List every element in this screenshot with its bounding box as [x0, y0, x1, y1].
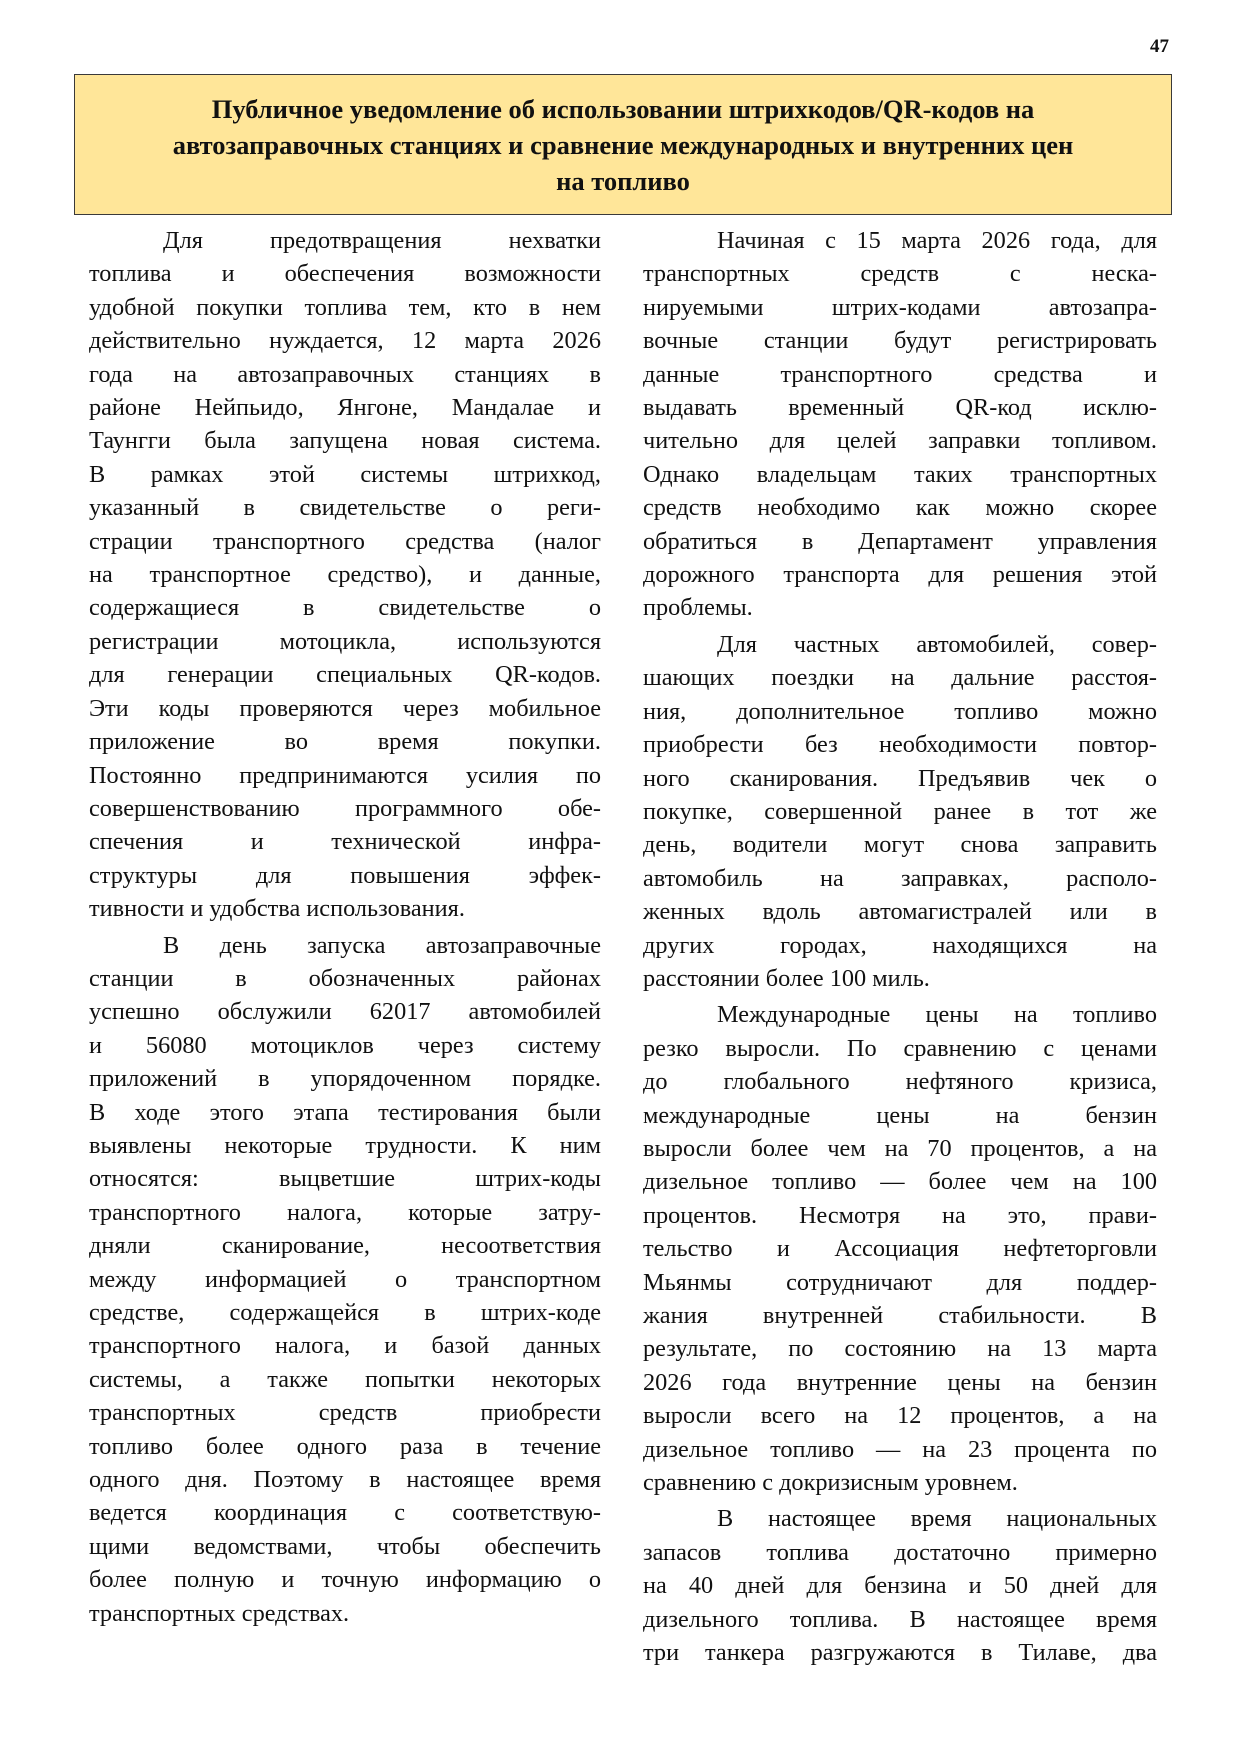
text-line: структуры для повышения эффек- [89, 861, 601, 889]
text-line: для генерации специальных QR-кодов. [89, 661, 601, 689]
text-line: транспортного налога, и базой данных [89, 1332, 601, 1360]
text-line: В рамках этой системы штрихкод, [89, 460, 601, 488]
text-line: ведется координация с соответствую- [89, 1499, 601, 1527]
text-line: указанный в свидетельстве о реги- [89, 494, 601, 522]
text-line: приложений в упорядоченном порядке. [89, 1065, 601, 1093]
paragraph [89, 929, 601, 1631]
text-line: Для частных автомобилей, совер- [717, 630, 1157, 658]
text-line: приобрести без необходимости повтор- [643, 731, 1157, 759]
paragraph [643, 224, 1157, 625]
text-line: данные транспортного средства и [643, 360, 1157, 388]
text-line: дизельное топливо — более чем на 100 [643, 1168, 1157, 1196]
text-line: успешно обслужили 62017 автомобилей [89, 998, 601, 1026]
text-line: относятся: выцветшие штрих-коды [89, 1165, 601, 1193]
text-line: автомобиль на заправках, располо- [643, 864, 1157, 892]
text-line: совершенствованию программного обе- [89, 794, 601, 822]
text-line: на транспортное средство), и данные, [89, 561, 601, 589]
page-number: 47 [1150, 36, 1169, 57]
text-line: международные цены на бензин [643, 1101, 1157, 1129]
text-line: Для предотвращения нехватки [163, 227, 601, 254]
text-line: удобной покупки топлива тем, кто в нем [89, 293, 601, 321]
paragraph [643, 1502, 1157, 1669]
title-line: Публичное уведомление об использовании штрихкодов/QR-кодов на [211, 93, 1035, 124]
text-line: года на автозаправочных станциях в [89, 360, 601, 388]
text-line: вочные станции будут регистрировать [643, 327, 1157, 355]
title-box [74, 74, 1172, 215]
text-line: транспортных средств с неска- [643, 260, 1157, 288]
text-line: обратиться в Департамент управления [643, 527, 1157, 555]
text-line: топливо более одного раза в течение [89, 1432, 601, 1460]
page-title [173, 91, 1074, 199]
text-line: покупке, совершенной ранее в тот же [643, 797, 1157, 825]
text-line: дизельное топливо — на 23 процента по [643, 1435, 1157, 1463]
text-line: системы, а также попытки некоторых [89, 1365, 601, 1393]
text-line: Таунгги была запущена новая система. [89, 427, 601, 455]
text-line: регистрации мотоцикла, используются [89, 627, 601, 655]
text-line: расстоянии более 100 миль. [643, 964, 930, 992]
right-column [643, 224, 1157, 1672]
text-line: женных вдоль автомагистралей или в [643, 898, 1157, 926]
text-line: чительно для целей заправки топливом. [643, 427, 1157, 455]
text-line: 2026 года внутренние цены на бензин [643, 1368, 1157, 1396]
text-line: тельство и Ассоциация нефтеторговли [643, 1235, 1157, 1263]
text-line: средств необходимо как можно скорее [643, 494, 1157, 522]
text-line: процентов. Несмотря на это, прави- [643, 1201, 1157, 1229]
text-line: более полную и точную информацию о [89, 1566, 601, 1594]
text-line: нируемыми штрих-кодами автозапра- [643, 293, 1157, 321]
text-line: страции транспортного средства (налог [89, 527, 601, 555]
text-line: щими ведомствами, чтобы обеспечить [89, 1532, 601, 1560]
text-line: запасов топлива достаточно примерно [643, 1538, 1157, 1566]
text-line: жания внутренней стабильности. В [643, 1302, 1157, 1329]
text-line: В настоящее время национальных [717, 1505, 1157, 1533]
text-line: транспортного налога, которые затру- [89, 1198, 601, 1226]
text-line: шающих поездки на дальние расстоя- [643, 664, 1157, 692]
text-line: районе Нейпьидо, Янгоне, Мандалае и [89, 394, 601, 422]
title-line: на топливо [556, 165, 690, 196]
text-line: выросли более чем на 70 процентов, а на [643, 1134, 1157, 1162]
text-line: В ходе этого этапа тестирования были [89, 1098, 601, 1126]
text-line: топлива и обеспечения возможности [89, 260, 601, 288]
text-line: приложение во время покупки. [89, 728, 601, 756]
text-line: дизельного топлива. В настоящее время [643, 1605, 1157, 1633]
text-line: проблемы. [643, 594, 753, 622]
text-line: Международные цены на топливо [717, 1001, 1157, 1029]
text-line: других городах, находящихся на [643, 931, 1157, 959]
text-line: транспортных средств приобрести [89, 1399, 601, 1427]
text-line: ния, дополнительное топливо можно [643, 697, 1157, 725]
paragraph [643, 998, 1157, 1499]
paragraph [89, 224, 601, 926]
text-line: одного дня. Поэтому в настоящее время [89, 1466, 601, 1494]
text-line: станции в обозначенных районах [89, 964, 601, 992]
text-line: сравнению с докризисным уровнем. [643, 1469, 1018, 1497]
text-line: до глобального нефтяного кризиса, [643, 1068, 1157, 1096]
text-line: результате, по состоянию на 13 марта [643, 1335, 1157, 1363]
text-line: ного сканирования. Предъявив чек о [643, 764, 1157, 792]
text-line: Эти коды проверяются через мобильное [89, 694, 601, 722]
text-line: резко выросли. По сравнению с ценами [643, 1034, 1157, 1062]
text-line: В день запуска автозаправочные [163, 931, 601, 959]
text-line: выдавать временный QR-код исклю- [643, 394, 1157, 422]
text-line: Однако владельцам таких транспортных [643, 460, 1157, 488]
text-line: действительно нуждается, 12 марта 2026 [89, 327, 601, 355]
text-line: на 40 дней для бензина и 50 дней для [643, 1572, 1157, 1600]
text-line: спечения и технической инфра- [89, 828, 601, 856]
text-line: Постоянно предпринимаются усилия по [89, 761, 601, 789]
text-line: Мьянмы сотрудничают для поддер- [643, 1268, 1157, 1296]
paragraph [643, 628, 1157, 995]
text-line: Начиная с 15 марта 2026 года, для [717, 227, 1157, 254]
text-line: три танкера разгружаются в Тилаве, два [643, 1639, 1157, 1667]
text-line: и 56080 мотоциклов через систему [89, 1031, 601, 1059]
title-line: автозаправочных станциях и сравнение международных и внутренних цен [172, 129, 1074, 160]
text-line: дняли сканирование, несоответствия [89, 1232, 601, 1260]
text-line: средстве, содержащейся в штрих-коде [89, 1299, 601, 1326]
text-line: дорожного транспорта для решения этой [643, 561, 1157, 589]
text-line: транспортных средствах. [89, 1599, 350, 1627]
text-line: между информацией о транспортном [89, 1265, 601, 1293]
text-line: содержащиеся в свидетельстве о [89, 594, 601, 622]
text-line: день, водители могут снова заправить [643, 831, 1157, 859]
text-line: выросли всего на 12 процентов, а на [643, 1402, 1157, 1430]
left-column [89, 224, 601, 1633]
text-line: тивности и удобства использования. [89, 895, 465, 923]
text-line: выявлены некоторые трудности. К ним [89, 1131, 601, 1159]
